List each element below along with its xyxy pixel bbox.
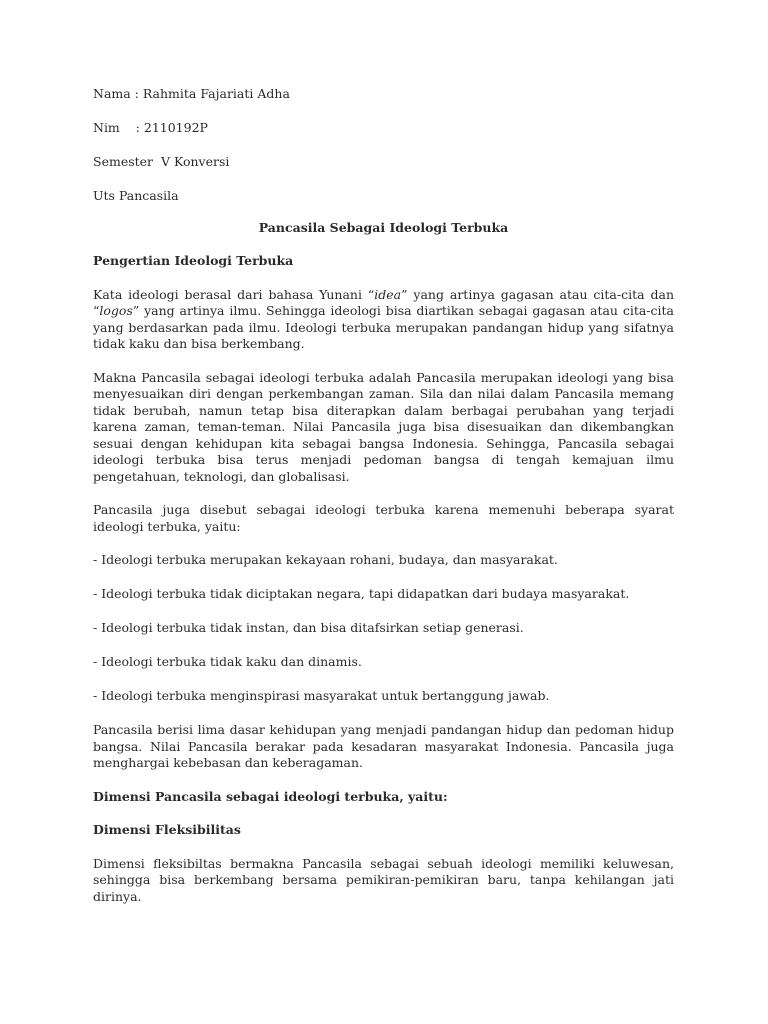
paragraph-makna: Makna Pancasila sebagai ideologi terbuka adalah Pancasila merupakan ideologi yang bisa menyesuaikan diri dengan perkembangan zaman. Sila dan nilai dalam Pancasila memang tidak berubah, namun tetap bisa diterapkan dalam berbagai perubahan yang terjadi karena zaman, teman-teman. Nilai Pancasila juga bisa disesuaikan dan dikembangkan sesuai dengan kehidupan kita sebagai bangsa Indonesia. Sehingga, Pancasila sebagai ideologi terbuka bisa terus menjadi pedoman bangsa di tengah kemajuan ilmu pengetahuan, teknologi, dan globalisasi. bbox=[93, 369, 674, 484]
document-page bbox=[93, 86, 674, 922]
italic-term-logos: logos bbox=[99, 303, 133, 318]
student-nim: Nim : 2110192P bbox=[93, 120, 208, 135]
section-heading-pengertian: Pengertian Ideologi Terbuka bbox=[93, 253, 294, 268]
italic-term-idea: idea bbox=[374, 286, 402, 302]
list-item: - Ideologi terbuka tidak kaku dan dinamis. bbox=[93, 654, 362, 669]
paragraph-fleksibilitas: Dimensi fleksibiltas bermakna Pancasila sebagai sebuah ideologi memiliki keluwesan, sehingga bisa berkembang bersama pemikiran-pemikiran baru, tanpa kehilangan jati dirinya. bbox=[93, 855, 674, 904]
text-run: ” yang artinya ilmu. Sehingga ideologi bisa diartikan sebagai gagasan atau cita-cita yang berdasarkan pada ilmu. Ideologi terbuka merupakan pandangan hidup yang sifatnya tidak kaku dan bisa berkembang. bbox=[93, 303, 674, 351]
document-title: Pancasila Sebagai Ideologi Terbuka bbox=[258, 219, 509, 235]
course-name: Uts Pancasila bbox=[93, 188, 179, 203]
list-item: - Ideologi terbuka menginspirasi masyarakat untuk bertanggung jawab. bbox=[93, 688, 550, 703]
list-item: - Ideologi terbuka tidak instan, dan bisa ditafsirkan setiap generasi. bbox=[93, 620, 524, 635]
list-item: - Ideologi terbuka tidak diciptakan negara, tapi didapatkan dari budaya masyarakat. bbox=[93, 586, 630, 601]
subheading-fleksibilitas: Dimensi Fleksibilitas bbox=[93, 822, 241, 837]
paragraph-syarat: Pancasila juga disebut sebagai ideologi terbuka karena memenuhi beberapa syarat ideologi terbuka, yaitu: bbox=[93, 502, 674, 534]
section-heading-dimensi: Dimensi Pancasila sebagai ideologi terbuka, yaitu: bbox=[93, 788, 448, 804]
paragraph-lima-dasar: Pancasila berisi lima dasar kehidupan yang menjadi pandangan hidup dan pedoman hidup bangsa. Nilai Pancasila berakar pada kesadaran masyarakat Indonesia. Pancasila juga menghargai kebebasan dan keberagaman. bbox=[93, 722, 674, 770]
semester: Semester V Konversi bbox=[93, 154, 230, 169]
text-run: Kata ideologi berasal dari bahasa Yunani “ bbox=[93, 286, 375, 302]
student-name: Nama : Rahmita Fajariati Adha bbox=[93, 86, 290, 101]
text-run: ” yang artinya gagasan atau cita-cita dan “ bbox=[93, 286, 674, 318]
paragraph-definition bbox=[93, 287, 674, 353]
list-item: - Ideologi terbuka merupakan kekayaan rohani, budaya, dan masyarakat. bbox=[93, 552, 558, 567]
